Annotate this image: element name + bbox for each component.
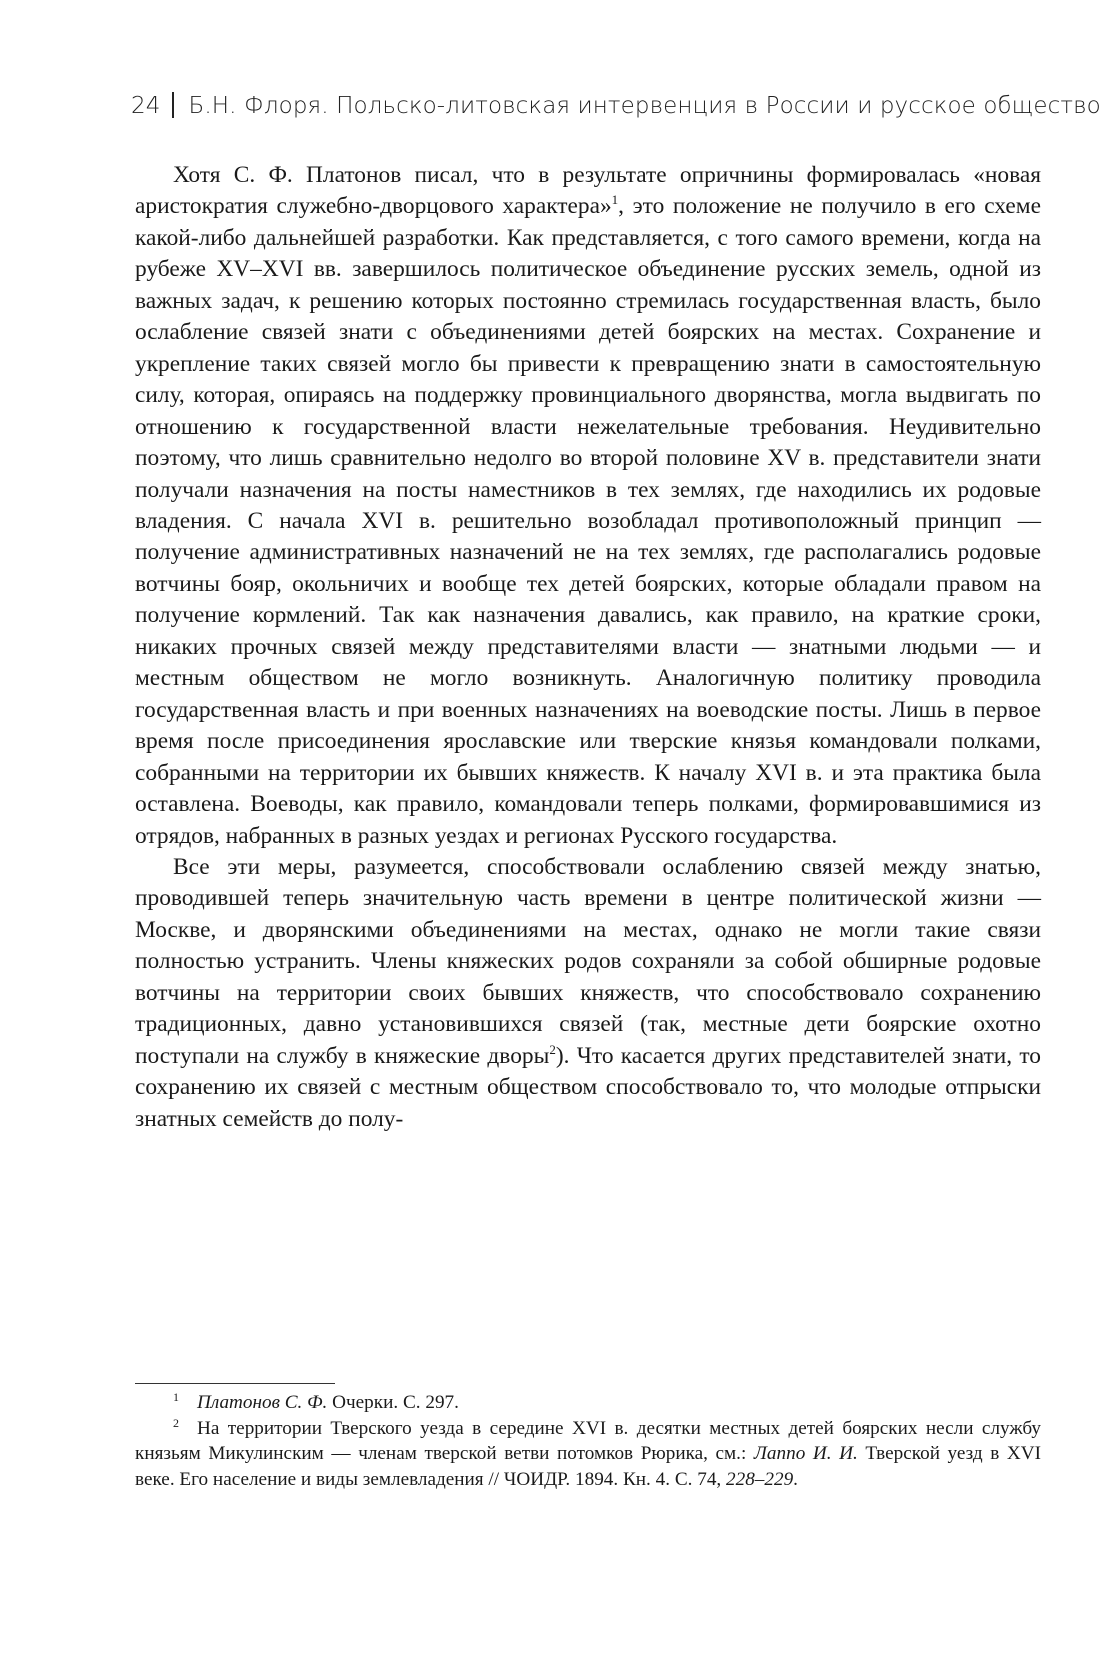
footnote-2-pages: 228–229 [726,1468,794,1490]
paragraph-1-text-b: , это положение не получило в его схеме какой-либо дальнейшей разработки. Как представляется, с того самого времени, когда на рубеже XV–XVI вв. завершилось политическое объединение русских земель, одной из важных задач, к решению которых постоянно стремилась государственная власть, было ослабление связей знати с объединениями детей боярских на местах. Сохранение и укрепление таких связей могло бы привести к превращению знати в самостоятельную силу, которая, опираясь на поддержку провинциального дворянства, могла выдвигать по отношению к государственной власти нежелательные требования. Неудивительно поэтому, что лишь сравнительно недолго во второй половине XV в. представители знати получали назначения на посты наместников в тех землях, где находились их родовые владения. С начала XVI в. решительно возобладал противоположный принцип — получение административных назначений не на тех землях, где располагались родовые вотчины бояр, окольничих и вообще тех детей боярских, которые обладали правом на получение кормлений. Так как назначения давались, как правило, на краткие сроки, никаких прочных связей между представителями власти — знатными людьми — и местным обществом не могло возникнуть. Аналогичную политику проводила государственная власть и при военных назначениях на воеводские посты. Лишь в первое время после присоединения ярославские или тверские князья командовали полками, собранными на территории их бывших княжеств. К началу XVI в. и эта практика была оставлена. Воеводы, как правило, командовали теперь полками, формировавшимися из отрядов, набранных в разных уездах и регионах Русского государства. [135,193,1041,849]
footnote-1-author: Платонов С. Ф. [197,1392,328,1413]
paragraph-1-text-a: Хотя С. Ф. Платонов писал, что в результате опричнины формировалась «новая аристократия служебно-дворцового характера» [135,162,1041,220]
footnote-separator [135,1383,335,1384]
paragraph-2 [135,852,1041,1135]
footnote-ref-2: 2 [549,1041,556,1057]
footnote-2-author: Лаппо И. И. [753,1443,858,1464]
running-title: Б.Н. Флоря. Польско-литовская интервенция в России и русское общество [188,93,1101,119]
footnote-1-text: Очерки. С. 297. [327,1392,459,1413]
main-text [135,160,1041,1135]
page-number: 24 [131,93,161,119]
running-head [131,86,1101,126]
footnote-1-mark: 1 [173,1390,179,1404]
footnote-2-text-b: Тверской уезд в XVI веке. Его население и виды землевладения // ЧОИДР. 1894. Кн. 4. С. 74, [135,1443,1042,1490]
footnote-2-text-a: На территории Тверского уезда в середине XVI в. десятки местных детей боярских несли службу князьям Микулинским — членам тверской ветви потомков Рюрика, см.: [135,1417,1041,1464]
footnote-2 [135,1416,1041,1493]
header-divider [172,92,174,118]
paragraph-1 [135,160,1041,852]
paragraph-2-text-a: Все эти меры, разумеется, способствовали ослаблению связей между знатью, проводившей теперь значительную часть времени в центре политической жизни — Москве, и дворянскими объединениями на местах, однако не могли такие связи полностью устранить. Члены княжеских родов сохраняли за собой обширные родовые вотчины на территории своих бывших княжеств, что способствовало сохранению традиционных, давно установившихся связей (так, местные дети боярские охотно поступали на службу в княжеские дворы [135,853,1041,1069]
footnote-2-text-c: . [793,1468,798,1490]
footnote-ref-1: 1 [611,192,619,208]
footnotes [135,1390,1041,1492]
footnote-1 [135,1390,1041,1416]
footnote-2-mark: 2 [173,1415,179,1430]
paragraph-2-text-b: ). Что касается других представителей знати, то сохранению их связей с местным обществом способствовало то, что молодые отпрыски знатных семейств до полу- [135,1042,1041,1132]
